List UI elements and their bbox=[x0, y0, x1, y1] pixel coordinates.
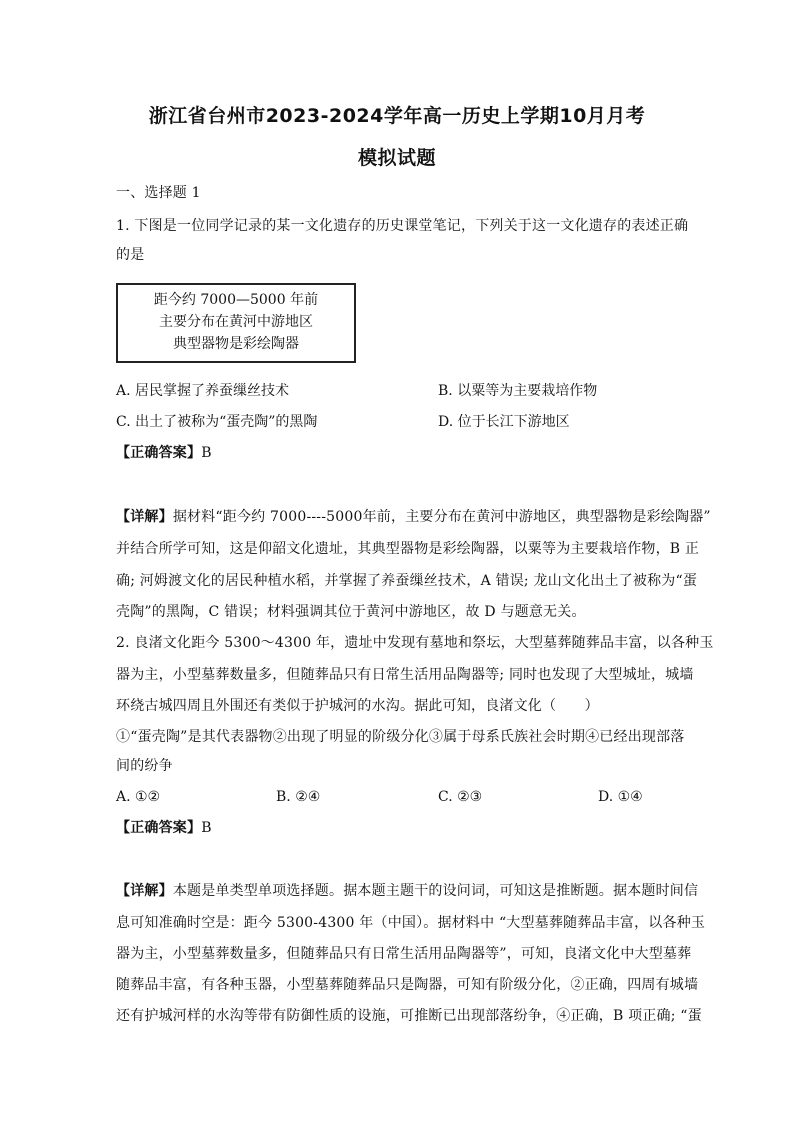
explanation-label: 【详解】 bbox=[116, 883, 173, 899]
answer-value: B bbox=[201, 445, 212, 461]
q2-answer bbox=[116, 813, 688, 843]
answer-label: 【正确答案】 bbox=[116, 820, 202, 836]
q2-option-d: D. ①④ bbox=[598, 789, 643, 805]
q2-stem-line-3: 环绕古城四周且外围还有类似于护城河的水沟。据此可知，良渚文化（ ） bbox=[116, 698, 599, 714]
q1-answer bbox=[116, 438, 688, 468]
q2-explanation-line-4: 随葬品丰富，有各种玉器，小型墓葬随葬品只是陶器，可知有阶级分化，②正确，四周有城墙 bbox=[116, 977, 699, 993]
q1-stem-line-2: 的是 bbox=[116, 247, 145, 263]
q1-explanation-line-1: 【详解】据材料“距今约 7000----5000年前，主要分布在黄河中游地区，典型器物是彩绘陶器” bbox=[116, 509, 711, 525]
q2-explanation-line-5: 还有护城河样的水沟等带有防御性质的设施，可推断已出现部落纷争，④正确，B 项正确; “蛋 bbox=[116, 1008, 702, 1024]
q2-explanation-line-3: 器为主，小型墓葬数量多，但随葬品只有日常生活用品陶器等”，可知，良渚文化中大型墓葬 bbox=[116, 946, 692, 962]
q2-option-a: A. ①② bbox=[116, 789, 161, 805]
note-line-3: 典型器物是彩绘陶器 bbox=[173, 336, 299, 352]
q1-option-c: C. 出土了被称为“蛋壳陶”的黑陶 bbox=[116, 414, 318, 430]
q2-option-b: B. ②④ bbox=[276, 789, 321, 805]
answer-label: 【正确答案】 bbox=[116, 445, 202, 461]
note-line-1: 距今约 7000—5000 年前 bbox=[153, 292, 319, 308]
q1-stem-line-1: 1. 下图是一位同学记录的某一文化遗存的历史课堂笔记，下列关于这一文化遗存的表述正确 bbox=[116, 218, 689, 234]
q2-explanation-line-1: 【详解】本题是单类型单项选择题。据本题主题干的设问词，可知这是推断题。据本题时间信 bbox=[116, 883, 699, 899]
q1-explanation-line-4: 壳陶”的黑陶，C 错误；材料强调其位于黄河中游地区，故 D 与题意无关。 bbox=[116, 604, 586, 620]
q1-note-box bbox=[116, 283, 356, 363]
q2-stem-line-4: ①“蛋壳陶”是其代表器物②出现了明显的阶级分化③属于母系氏族社会时期④已经出现部落 bbox=[116, 729, 685, 745]
q2-stem-line-5: 间的纷争 bbox=[116, 758, 173, 774]
q1-option-b: B. 以粟等为主要栽培作物 bbox=[438, 383, 598, 399]
document-title: 浙江省台州市2023-2024学年高一历史上学期10月月考 bbox=[148, 105, 646, 127]
answer-value: B bbox=[201, 820, 212, 836]
explanation-label: 【详解】 bbox=[116, 509, 173, 525]
q2-stem-line-2: 器为主，小型墓葬数量多，但随葬品只有日常生活用品陶器等; 同时也发现了大型城址，城墙 bbox=[116, 667, 694, 683]
q1-explanation-line-2: 并结合所学可知，这是仰韶文化遗址，其典型器物是彩绘陶器，以粟等为主要栽培作物，B 正 bbox=[116, 541, 700, 557]
document-subtitle: 模拟试题 bbox=[357, 147, 436, 169]
q1-option-a: A. 居民掌握了养蚕缫丝技术 bbox=[116, 383, 290, 399]
section-heading: 一、选择题 1 bbox=[116, 185, 201, 201]
q2-explanation-line-2: 息可知准确时空是：距今 5300-4300 年（中国）。据材料中 “大型墓葬随葬品丰富，以各种玉 bbox=[116, 915, 706, 931]
q1-explanation-line-3: 确; 河姆渡文化的居民种植水稻，并掌握了养蚕缫丝技术，A 错误; 龙山文化出土了被称为“蛋 bbox=[116, 573, 698, 589]
q1-option-d: D. 位于长江下游地区 bbox=[438, 414, 570, 430]
q2-option-c: C. ②③ bbox=[438, 789, 483, 805]
note-line-2: 主要分布在黄河中游地区 bbox=[159, 314, 313, 330]
q2-stem-line-1: 2. 良渚文化距今 5300～4300 年，遗址中发现有墓地和祭坛，大型墓葬随葬品丰富，以各种玉 bbox=[116, 635, 714, 651]
